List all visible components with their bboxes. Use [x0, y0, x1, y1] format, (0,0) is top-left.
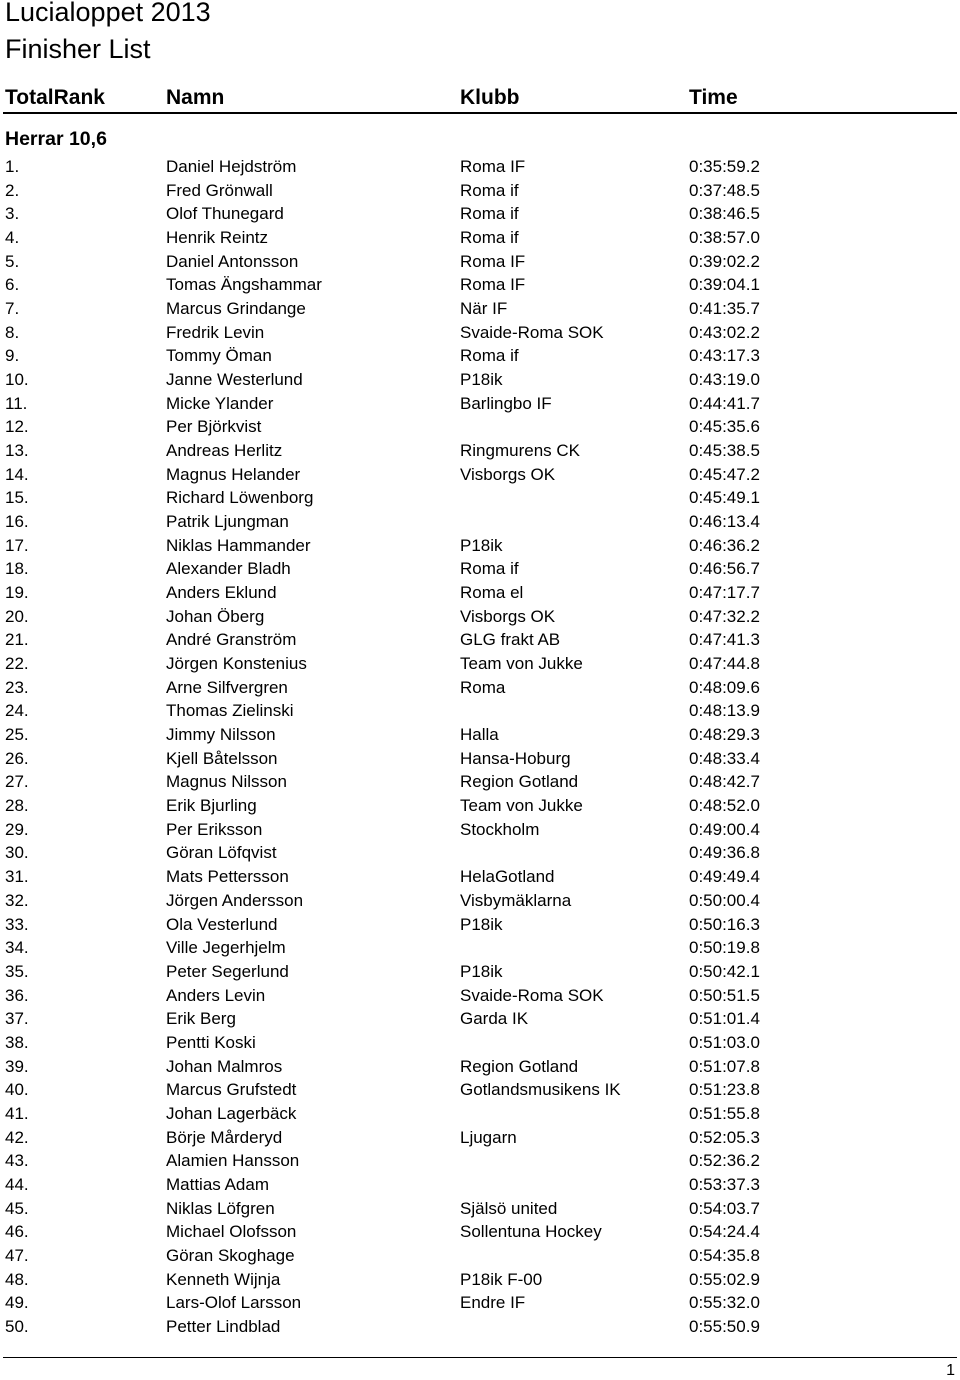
name-cell: Micke Ylander [166, 393, 274, 413]
name-cell: Peter Segerlund [166, 961, 289, 981]
club-cell: Roma IF [460, 275, 526, 295]
time-cell: 0:47:41.3 [689, 630, 760, 650]
club-cell: P18ik [460, 370, 503, 390]
club-cell: Halla [460, 725, 499, 745]
time-cell: 0:39:04.1 [689, 275, 760, 295]
club-cell: Visbymäklarna [460, 890, 572, 910]
rank-cell: 25. [5, 725, 29, 745]
name-cell: Patrik Ljungman [166, 512, 289, 532]
time-cell: 0:50:51.5 [689, 985, 760, 1005]
table-row [0, 770, 960, 794]
name-cell: Anders Eklund [166, 583, 277, 603]
name-cell: Niklas Löfgren [166, 1198, 275, 1218]
table-row [0, 1244, 960, 1268]
club-cell: Gotlandsmusikens IK [460, 1080, 621, 1100]
rank-cell: 30. [5, 843, 29, 863]
time-cell: 0:41:35.7 [689, 299, 760, 319]
rank-cell: 37. [5, 1009, 29, 1029]
name-cell: Pentti Koski [166, 1032, 256, 1052]
name-cell: Johan Malmros [166, 1056, 283, 1076]
club-cell: Roma if [460, 204, 519, 224]
time-cell: 0:51:01.4 [689, 1009, 760, 1029]
name-cell: Daniel Hejdström [166, 157, 297, 176]
name-cell: Michael Olofsson [166, 1222, 297, 1242]
rank-cell: 48. [5, 1269, 29, 1289]
rank-cell: 19. [5, 583, 29, 603]
name-cell: Henrik Reintz [166, 228, 269, 248]
table-row [0, 415, 960, 439]
table-row [0, 534, 960, 558]
name-cell: Ville Jegerhjelm [166, 938, 286, 958]
name-cell: Börje Mårderyd [166, 1127, 283, 1147]
table-row [0, 1220, 960, 1244]
name-cell: Petter Lindblad [166, 1316, 281, 1336]
rank-cell: 38. [5, 1032, 29, 1052]
name-cell: Niklas Hammander [166, 535, 311, 555]
name-cell: Per Eriksson [166, 819, 263, 839]
rank-cell: 16. [5, 512, 29, 532]
name-cell: Janne Westerlund [166, 370, 303, 390]
time-cell: 0:48:09.6 [689, 677, 760, 697]
rank-cell: 26. [5, 748, 29, 768]
time-cell: 0:55:50.9 [689, 1316, 760, 1336]
rank-cell: 47. [5, 1245, 29, 1265]
table-row [0, 557, 960, 581]
name-cell: Tomas Ängshammar [166, 275, 322, 295]
name-cell: Göran Löfqvist [166, 843, 277, 863]
footer-divider [3, 1357, 957, 1358]
rank-cell: 18. [5, 559, 29, 579]
time-cell: 0:35:59.2 [689, 157, 760, 176]
page-number: 1 [946, 1362, 955, 1379]
table-row [0, 676, 960, 700]
table-row [0, 273, 960, 297]
club-cell: Roma if [460, 346, 519, 366]
table-row [0, 652, 960, 676]
table-row [0, 747, 960, 771]
table-row [0, 202, 960, 226]
time-cell: 0:48:42.7 [689, 772, 760, 792]
rank-cell: 40. [5, 1080, 29, 1100]
name-cell: Göran Skoghage [166, 1245, 295, 1265]
table-row [0, 179, 960, 203]
rank-cell: 8. [5, 322, 20, 342]
name-cell: Daniel Antonsson [166, 251, 299, 271]
rank-cell: 28. [5, 796, 29, 816]
time-cell: 0:50:19.8 [689, 938, 760, 958]
group-heading: Herrar 10,6 [5, 128, 107, 150]
club-cell: P18ik [460, 961, 503, 981]
document-title: Lucialoppet 2013 [5, 0, 211, 27]
club-cell: Hansa-Hoburg [460, 748, 571, 768]
name-cell: Kjell Båtelsson [166, 748, 278, 768]
name-cell: Per Björkvist [166, 417, 262, 437]
time-cell: 0:51:23.8 [689, 1080, 760, 1100]
table-row [0, 1197, 960, 1221]
time-cell: 0:43:02.2 [689, 322, 760, 342]
table-row [0, 913, 960, 937]
time-cell: 0:55:02.9 [689, 1269, 760, 1289]
table-row [0, 1149, 960, 1173]
name-cell: Lars-Olof Larsson [166, 1293, 302, 1313]
rank-cell: 50. [5, 1316, 29, 1336]
time-cell: 0:47:32.2 [689, 606, 760, 626]
club-cell: Svaide-Roma SOK [460, 322, 604, 342]
column-header-time: Time [689, 86, 738, 109]
name-cell: Magnus Helander [166, 464, 301, 484]
rank-cell: 9. [5, 346, 20, 366]
rank-cell: 13. [5, 441, 29, 461]
time-cell: 0:48:29.3 [689, 725, 760, 745]
time-cell: 0:46:56.7 [689, 559, 760, 579]
table-row [0, 297, 960, 321]
rank-cell: 39. [5, 1056, 29, 1076]
club-cell: Stockholm [460, 819, 540, 839]
time-cell: 0:47:44.8 [689, 654, 760, 674]
name-cell: Ola Vesterlund [166, 914, 278, 934]
table-row [0, 1102, 960, 1126]
rank-cell: 44. [5, 1174, 29, 1194]
rank-cell: 4. [5, 228, 20, 248]
table-row [0, 936, 960, 960]
table-row [0, 439, 960, 463]
time-cell: 0:50:00.4 [689, 890, 760, 910]
name-cell: Alamien Hansson [166, 1151, 300, 1171]
rank-cell: 17. [5, 535, 29, 555]
table-row [0, 889, 960, 913]
club-cell: Team von Jukke [460, 796, 583, 816]
table-row [0, 865, 960, 889]
time-cell: 0:45:49.1 [689, 488, 760, 508]
rank-cell: 29. [5, 819, 29, 839]
results-table [0, 155, 960, 1339]
rank-cell: 11. [5, 393, 28, 413]
name-cell: Anders Levin [166, 985, 266, 1005]
club-cell: Roma el [460, 583, 524, 603]
rank-cell: 2. [5, 180, 20, 200]
time-cell: 0:50:16.3 [689, 914, 760, 934]
table-row [0, 226, 960, 250]
table-row [0, 581, 960, 605]
name-cell: Kenneth Wijnja [166, 1269, 281, 1289]
rank-cell: 32. [5, 890, 29, 910]
club-cell: När IF [460, 299, 508, 319]
name-cell: Mats Pettersson [166, 867, 289, 887]
time-cell: 0:45:35.6 [689, 417, 760, 437]
column-header-name: Namn [166, 86, 225, 109]
document-subtitle: Finisher List [5, 34, 151, 64]
club-cell: Sollentuna Hockey [460, 1222, 602, 1242]
time-cell: 0:52:36.2 [689, 1151, 760, 1171]
rank-cell: 31. [5, 867, 29, 887]
rank-cell: 1. [5, 157, 20, 176]
time-cell: 0:51:07.8 [689, 1056, 760, 1076]
rank-cell: 12. [5, 417, 29, 437]
table-row [0, 1268, 960, 1292]
rank-cell: 23. [5, 677, 29, 697]
table-row [0, 321, 960, 345]
rank-cell: 35. [5, 961, 29, 981]
club-cell: P18ik [460, 914, 503, 934]
time-cell: 0:51:03.0 [689, 1032, 760, 1052]
name-cell: Richard Löwenborg [166, 488, 314, 508]
club-cell: Roma if [460, 180, 519, 200]
rank-cell: 3. [5, 204, 20, 224]
time-cell: 0:48:52.0 [689, 796, 760, 816]
name-cell: Tommy Öman [166, 346, 272, 366]
club-cell: Visborgs OK [460, 464, 556, 484]
table-row [0, 1007, 960, 1031]
rank-cell: 33. [5, 914, 29, 934]
rank-cell: 34. [5, 938, 29, 958]
time-cell: 0:50:42.1 [689, 961, 760, 981]
table-row [0, 392, 960, 416]
rank-cell: 46. [5, 1222, 29, 1242]
table-row [0, 1031, 960, 1055]
club-cell: Barlingbo IF [460, 393, 552, 413]
club-cell: Roma if [460, 559, 519, 579]
rank-cell: 22. [5, 654, 29, 674]
name-cell: Fredrik Levin [166, 322, 265, 342]
club-cell: P18ik [460, 535, 503, 555]
club-cell: Ringmurens CK [460, 441, 580, 461]
name-cell: Johan Öberg [166, 606, 265, 626]
table-row [0, 1078, 960, 1102]
time-cell: 0:38:57.0 [689, 228, 760, 248]
name-cell: Marcus Grindange [166, 299, 306, 319]
time-cell: 0:49:00.4 [689, 819, 760, 839]
club-cell: Roma if [460, 228, 519, 248]
rank-cell: 6. [5, 275, 20, 295]
table-row [0, 510, 960, 534]
time-cell: 0:46:36.2 [689, 535, 760, 555]
table-row [0, 818, 960, 842]
rank-cell: 49. [5, 1293, 29, 1313]
time-cell: 0:55:32.0 [689, 1293, 760, 1313]
time-cell: 0:39:02.2 [689, 251, 760, 271]
table-row [0, 344, 960, 368]
rank-cell: 24. [5, 701, 29, 721]
table-row [0, 486, 960, 510]
name-cell: Arne Silfvergren [166, 677, 288, 697]
club-cell: GLG frakt AB [460, 630, 561, 650]
club-cell: Roma [460, 677, 506, 697]
rank-cell: 42. [5, 1127, 29, 1147]
rank-cell: 43. [5, 1151, 29, 1171]
table-row [0, 699, 960, 723]
rank-cell: 5. [5, 251, 20, 271]
rank-cell: 15. [5, 488, 29, 508]
table-row [0, 960, 960, 984]
rank-cell: 36. [5, 985, 29, 1005]
name-cell: Marcus Grufstedt [166, 1080, 297, 1100]
header-divider [3, 112, 957, 114]
table-row [0, 463, 960, 487]
name-cell: Magnus Nilsson [166, 772, 287, 792]
rank-cell: 7. [5, 299, 20, 319]
time-cell: 0:45:38.5 [689, 441, 760, 461]
club-cell: Endre IF [460, 1293, 526, 1313]
club-cell: Roma IF [460, 157, 526, 176]
name-cell: André Granström [166, 630, 297, 650]
rank-cell: 14. [5, 464, 29, 484]
club-cell: Visborgs OK [460, 606, 556, 626]
name-cell: Fred Grönwall [166, 180, 273, 200]
time-cell: 0:45:47.2 [689, 464, 760, 484]
table-row [0, 628, 960, 652]
rank-cell: 20. [5, 606, 29, 626]
table-row [0, 841, 960, 865]
rank-cell: 41. [5, 1103, 29, 1123]
time-cell: 0:43:17.3 [689, 346, 760, 366]
rank-cell: 45. [5, 1198, 29, 1218]
time-cell: 0:48:33.4 [689, 748, 760, 768]
name-cell: Mattias Adam [166, 1174, 269, 1194]
time-cell: 0:54:03.7 [689, 1198, 760, 1218]
table-row [0, 1315, 960, 1339]
table-row [0, 1126, 960, 1150]
rank-cell: 21. [5, 630, 29, 650]
club-cell: Garda IK [460, 1009, 529, 1029]
rank-cell: 27. [5, 772, 29, 792]
table-row [0, 605, 960, 629]
time-cell: 0:43:19.0 [689, 370, 760, 390]
name-cell: Erik Bjurling [166, 796, 257, 816]
table-row [0, 250, 960, 274]
club-cell: Team von Jukke [460, 654, 583, 674]
time-cell: 0:38:46.5 [689, 204, 760, 224]
time-cell: 0:53:37.3 [689, 1174, 760, 1194]
time-cell: 0:48:13.9 [689, 701, 760, 721]
name-cell: Jörgen Andersson [166, 890, 304, 910]
time-cell: 0:51:55.8 [689, 1103, 760, 1123]
table-row [0, 1055, 960, 1079]
club-cell: Svaide-Roma SOK [460, 985, 604, 1005]
club-cell: HelaGotland [460, 867, 555, 887]
table-row [0, 984, 960, 1008]
time-cell: 0:44:41.7 [689, 393, 760, 413]
time-cell: 0:54:24.4 [689, 1222, 760, 1242]
club-cell: Region Gotland [460, 1056, 579, 1076]
table-row [0, 155, 960, 179]
time-cell: 0:37:48.5 [689, 180, 760, 200]
club-cell: Själsö united [460, 1198, 558, 1218]
name-cell: Thomas Zielinski [166, 701, 294, 721]
name-cell: Jörgen Konstenius [166, 654, 307, 674]
club-cell: Region Gotland [460, 772, 579, 792]
table-row [0, 1291, 960, 1315]
time-cell: 0:54:35.8 [689, 1245, 760, 1265]
table-row [0, 723, 960, 747]
time-cell: 0:47:17.7 [689, 583, 760, 603]
club-cell: P18ik F-00 [460, 1269, 543, 1289]
name-cell: Andreas Herlitz [166, 441, 283, 461]
column-header-club: Klubb [460, 86, 520, 109]
name-cell: Erik Berg [166, 1009, 236, 1029]
name-cell: Olof Thunegard [166, 204, 284, 224]
name-cell: Alexander Bladh [166, 559, 291, 579]
table-row [0, 1173, 960, 1197]
table-row [0, 368, 960, 392]
column-header-rank: TotalRank [5, 86, 105, 109]
time-cell: 0:46:13.4 [689, 512, 760, 532]
table-row [0, 794, 960, 818]
name-cell: Johan Lagerbäck [166, 1103, 297, 1123]
time-cell: 0:52:05.3 [689, 1127, 760, 1147]
club-cell: Ljugarn [460, 1127, 517, 1147]
time-cell: 0:49:49.4 [689, 867, 760, 887]
club-cell: Roma IF [460, 251, 526, 271]
rank-cell: 10. [5, 370, 29, 390]
time-cell: 0:49:36.8 [689, 843, 760, 863]
name-cell: Jimmy Nilsson [166, 725, 276, 745]
